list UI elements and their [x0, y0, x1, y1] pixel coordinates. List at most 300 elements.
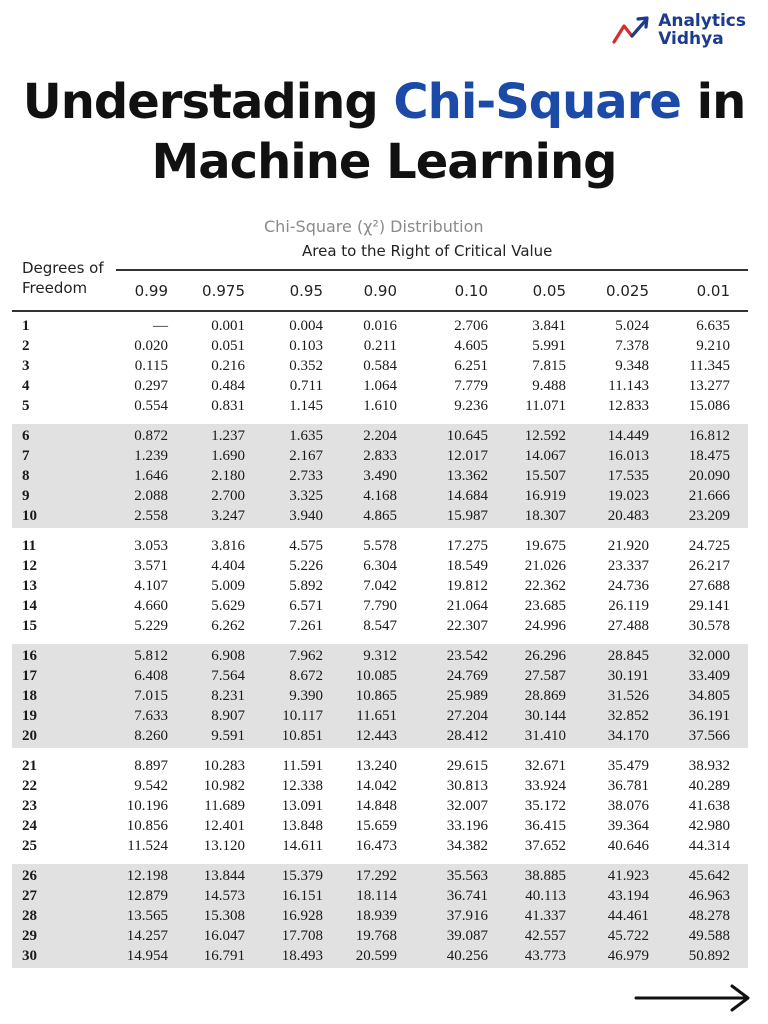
- critical-value-cell: 2.204: [363, 428, 397, 444]
- degrees-of-freedom-cell: 5: [22, 398, 30, 414]
- dof-label-line1: Degrees of: [22, 259, 104, 277]
- critical-value-cell: 35.479: [607, 758, 649, 774]
- critical-value-cell: 16.928: [281, 908, 323, 924]
- critical-value-cell: 29.141: [688, 598, 730, 614]
- critical-value-cell: 32.007: [446, 798, 488, 814]
- arrow-right-icon[interactable]: [634, 980, 754, 1016]
- degrees-of-freedom-cell: 4: [22, 378, 30, 394]
- critical-value-cell: 11.651: [356, 708, 397, 724]
- column-header: 0.10: [454, 282, 488, 300]
- title-line-1: [0, 72, 768, 132]
- critical-value-cell: 7.042: [363, 578, 397, 594]
- critical-value-cell: 13.091: [281, 798, 323, 814]
- critical-value-cell: 14.684: [446, 488, 488, 504]
- critical-value-cell: 27.688: [688, 578, 730, 594]
- critical-value-cell: 10.085: [355, 668, 397, 684]
- degrees-of-freedom-cell: 8: [22, 468, 30, 484]
- critical-value-cell: 2.700: [211, 488, 245, 504]
- critical-value-cell: 17.535: [607, 468, 649, 484]
- degrees-of-freedom-cell: 28: [22, 908, 37, 924]
- critical-value-cell: 7.633: [134, 708, 168, 724]
- degrees-of-freedom-cell: 16: [22, 648, 37, 664]
- critical-value-cell: 9.312: [363, 648, 397, 664]
- table-rule-top: [116, 269, 748, 271]
- critical-value-cell: 0.831: [211, 398, 245, 414]
- critical-value-cell: 30.578: [688, 618, 730, 634]
- table-row: [12, 446, 748, 466]
- critical-value-cell: 0.584: [363, 358, 397, 374]
- critical-value-cell: 34.805: [688, 688, 730, 704]
- analytics-vidhya-logo-icon: [612, 14, 652, 46]
- brand-name: [658, 12, 746, 48]
- column-header: 0.05: [532, 282, 566, 300]
- critical-value-cell: 13.565: [126, 908, 168, 924]
- critical-value-cell: 33.924: [524, 778, 566, 794]
- critical-value-cell: 15.308: [203, 908, 245, 924]
- brand-name-line2: Vidhya: [658, 29, 724, 49]
- table-row: [12, 906, 748, 926]
- critical-value-cell: 5.629: [211, 598, 245, 614]
- critical-value-cell: 14.449: [607, 428, 649, 444]
- table-row: [12, 486, 748, 506]
- critical-value-cell: 6.262: [211, 618, 245, 634]
- critical-value-cell: 9.236: [454, 398, 488, 414]
- table-row: [12, 596, 748, 616]
- critical-value-cell: 8.907: [211, 708, 245, 724]
- critical-value-cell: 48.278: [688, 908, 730, 924]
- table-row: [12, 926, 748, 946]
- critical-value-cell: 40.256: [446, 948, 488, 964]
- critical-value-cell: 42.557: [524, 928, 566, 944]
- critical-value-cell: 0.051: [211, 338, 245, 354]
- critical-value-cell: 3.325: [289, 488, 323, 504]
- critical-value-cell: 2.558: [134, 508, 168, 524]
- critical-value-cell: 33.196: [446, 818, 488, 834]
- critical-value-cell: 17.292: [355, 868, 397, 884]
- critical-value-cell: 15.659: [355, 818, 397, 834]
- critical-value-cell: 25.989: [446, 688, 488, 704]
- table-row: [12, 556, 748, 576]
- critical-value-cell: 3.841: [532, 318, 566, 334]
- critical-value-cell: 36.781: [607, 778, 649, 794]
- critical-value-cell: 9.390: [289, 688, 323, 704]
- critical-value-cell: 4.605: [454, 338, 488, 354]
- critical-value-cell: 6.251: [454, 358, 488, 374]
- degrees-of-freedom-cell: 22: [22, 778, 37, 794]
- critical-value-cell: 46.979: [607, 948, 649, 964]
- critical-value-cell: 11.591: [282, 758, 323, 774]
- table-row: [12, 616, 748, 636]
- critical-value-cell: 18.493: [281, 948, 323, 964]
- table-subcaption: Area to the Right of Critical Value: [302, 242, 553, 260]
- critical-value-cell: 8.547: [363, 618, 397, 634]
- critical-value-cell: 9.591: [211, 728, 245, 744]
- critical-value-cell: 16.013: [607, 448, 649, 464]
- critical-value-cell: 28.845: [607, 648, 649, 664]
- critical-value-cell: 10.196: [126, 798, 168, 814]
- degrees-of-freedom-cell: 10: [22, 508, 37, 524]
- critical-value-cell: 20.483: [607, 508, 649, 524]
- critical-value-cell: 11.071: [525, 398, 566, 414]
- degrees-of-freedom-cell: 12: [22, 558, 37, 574]
- degrees-of-freedom-cell: 15: [22, 618, 37, 634]
- table-caption: Chi-Square (χ²) Distribution: [264, 217, 484, 236]
- critical-value-cell: 22.307: [446, 618, 488, 634]
- table-row: [12, 576, 748, 596]
- critical-value-cell: 8.260: [134, 728, 168, 744]
- critical-value-cell: 3.053: [134, 538, 168, 554]
- critical-value-cell: 1.646: [134, 468, 168, 484]
- critical-value-cell: 14.848: [355, 798, 397, 814]
- critical-value-cell: 14.067: [524, 448, 566, 464]
- critical-value-cell: 0.872: [134, 428, 168, 444]
- critical-value-cell: 30.191: [607, 668, 649, 684]
- table-header-row: [12, 282, 748, 306]
- critical-value-cell: 0.554: [134, 398, 168, 414]
- critical-value-cell: 17.708: [281, 928, 323, 944]
- critical-value-cell: 0.211: [363, 338, 397, 354]
- critical-value-cell: 10.982: [203, 778, 245, 794]
- critical-value-cell: 12.833: [607, 398, 649, 414]
- critical-value-cell: 38.932: [688, 758, 730, 774]
- critical-value-cell: 5.991: [532, 338, 566, 354]
- critical-value-cell: 26.217: [688, 558, 730, 574]
- critical-value-cell: 30.813: [446, 778, 488, 794]
- critical-value-cell: 3.571: [134, 558, 168, 574]
- brand-name-line1: Analytics: [658, 11, 746, 31]
- critical-value-cell: 18.939: [355, 908, 397, 924]
- table-row: [12, 336, 748, 356]
- critical-value-cell: 12.401: [203, 818, 245, 834]
- row-group: [12, 864, 748, 968]
- degrees-of-freedom-cell: 18: [22, 688, 37, 704]
- critical-value-cell: 5.812: [134, 648, 168, 664]
- table-row: [12, 686, 748, 706]
- critical-value-cell: 24.996: [524, 618, 566, 634]
- critical-value-cell: 14.573: [203, 888, 245, 904]
- table-rule-mid: [12, 310, 748, 312]
- critical-value-cell: 1.145: [289, 398, 323, 414]
- critical-value-cell: 23.685: [524, 598, 566, 614]
- critical-value-cell: —: [153, 318, 168, 334]
- critical-value-cell: 4.575: [289, 538, 323, 554]
- critical-value-cell: 7.815: [532, 358, 566, 374]
- critical-value-cell: 40.289: [688, 778, 730, 794]
- critical-value-cell: 41.923: [607, 868, 649, 884]
- degrees-of-freedom-cell: 13: [22, 578, 37, 594]
- critical-value-cell: 45.642: [688, 868, 730, 884]
- critical-value-cell: 9.488: [532, 378, 566, 394]
- critical-value-cell: 1.239: [134, 448, 168, 464]
- column-header: 0.90: [363, 282, 397, 300]
- critical-value-cell: 2.167: [289, 448, 323, 464]
- critical-value-cell: 3.816: [211, 538, 245, 554]
- critical-value-cell: 5.009: [211, 578, 245, 594]
- degrees-of-freedom-cell: 21: [22, 758, 37, 774]
- critical-value-cell: 34.170: [607, 728, 649, 744]
- critical-value-cell: 1.635: [289, 428, 323, 444]
- critical-value-cell: 4.107: [134, 578, 168, 594]
- critical-value-cell: 37.652: [524, 838, 566, 854]
- column-header: 0.975: [202, 282, 245, 300]
- table-row: [12, 356, 748, 376]
- table-row: [12, 726, 748, 746]
- title-post: in: [680, 74, 746, 130]
- critical-value-cell: 2.733: [289, 468, 323, 484]
- critical-value-cell: 4.865: [363, 508, 397, 524]
- critical-value-cell: 18.549: [446, 558, 488, 574]
- column-header: 0.01: [696, 282, 730, 300]
- critical-value-cell: 6.908: [211, 648, 245, 664]
- critical-value-cell: 9.348: [615, 358, 649, 374]
- critical-value-cell: 9.210: [696, 338, 730, 354]
- title-line-2: Machine Learning: [151, 134, 617, 190]
- critical-value-cell: 0.103: [289, 338, 323, 354]
- critical-value-cell: 30.144: [524, 708, 566, 724]
- table-row: [12, 506, 748, 526]
- critical-value-cell: 5.892: [289, 578, 323, 594]
- degrees-of-freedom-cell: 27: [22, 888, 37, 904]
- critical-value-cell: 16.812: [688, 428, 730, 444]
- column-header: 0.95: [289, 282, 323, 300]
- critical-value-cell: 0.216: [211, 358, 245, 374]
- critical-value-cell: 22.362: [524, 578, 566, 594]
- critical-value-cell: 16.151: [281, 888, 323, 904]
- critical-value-cell: 10.865: [355, 688, 397, 704]
- critical-value-cell: 1.690: [211, 448, 245, 464]
- critical-value-cell: 13.362: [446, 468, 488, 484]
- critical-value-cell: 32.852: [607, 708, 649, 724]
- critical-value-cell: 24.725: [688, 538, 730, 554]
- critical-value-cell: 10.117: [282, 708, 323, 724]
- critical-value-cell: 5.024: [615, 318, 649, 334]
- critical-value-cell: 3.247: [211, 508, 245, 524]
- critical-value-cell: 49.588: [688, 928, 730, 944]
- critical-value-cell: 40.646: [607, 838, 649, 854]
- critical-value-cell: 36.191: [688, 708, 730, 724]
- critical-value-cell: 0.016: [363, 318, 397, 334]
- critical-value-cell: 13.848: [281, 818, 323, 834]
- critical-value-cell: 12.879: [126, 888, 168, 904]
- table-row: [12, 426, 748, 446]
- critical-value-cell: 9.542: [134, 778, 168, 794]
- table-row: [12, 536, 748, 556]
- critical-value-cell: 7.962: [289, 648, 323, 664]
- critical-value-cell: 10.283: [203, 758, 245, 774]
- critical-value-cell: 27.587: [524, 668, 566, 684]
- critical-value-cell: 37.916: [446, 908, 488, 924]
- critical-value-cell: 38.076: [607, 798, 649, 814]
- critical-value-cell: 5.229: [134, 618, 168, 634]
- degrees-of-freedom-cell: 2: [22, 338, 30, 354]
- critical-value-cell: 15.379: [281, 868, 323, 884]
- table-row: [12, 396, 748, 416]
- table-row: [12, 836, 748, 856]
- critical-value-cell: 39.087: [446, 928, 488, 944]
- critical-value-cell: 18.114: [356, 888, 397, 904]
- critical-value-cell: 8.672: [289, 668, 323, 684]
- critical-value-cell: 4.168: [363, 488, 397, 504]
- critical-value-cell: 0.004: [289, 318, 323, 334]
- critical-value-cell: 8.231: [211, 688, 245, 704]
- critical-value-cell: 10.856: [126, 818, 168, 834]
- table-row: [12, 376, 748, 396]
- critical-value-cell: 1.237: [211, 428, 245, 444]
- row-group: [12, 754, 748, 858]
- critical-value-cell: 12.198: [126, 868, 168, 884]
- critical-value-cell: 7.015: [134, 688, 168, 704]
- critical-value-cell: 36.741: [446, 888, 488, 904]
- page-title: [0, 72, 768, 192]
- critical-value-cell: 43.194: [607, 888, 649, 904]
- critical-value-cell: 46.963: [688, 888, 730, 904]
- critical-value-cell: 37.566: [688, 728, 730, 744]
- critical-value-cell: 7.378: [615, 338, 649, 354]
- critical-value-cell: 13.240: [355, 758, 397, 774]
- table-row: [12, 666, 748, 686]
- critical-value-cell: 27.488: [607, 618, 649, 634]
- critical-value-cell: 6.635: [696, 318, 730, 334]
- critical-value-cell: 7.779: [454, 378, 488, 394]
- critical-value-cell: 4.404: [211, 558, 245, 574]
- critical-value-cell: 19.768: [355, 928, 397, 944]
- critical-value-cell: 1.064: [363, 378, 397, 394]
- critical-value-cell: 11.524: [127, 838, 168, 854]
- degrees-of-freedom-cell: 14: [22, 598, 37, 614]
- table-row: [12, 946, 748, 966]
- critical-value-cell: 13.844: [203, 868, 245, 884]
- critical-value-cell: 19.675: [524, 538, 566, 554]
- table-row: [12, 646, 748, 666]
- critical-value-cell: 42.980: [688, 818, 730, 834]
- degrees-of-freedom-cell: 7: [22, 448, 30, 464]
- degrees-of-freedom-cell: 26: [22, 868, 37, 884]
- critical-value-cell: 16.791: [203, 948, 245, 964]
- critical-value-cell: 18.475: [688, 448, 730, 464]
- critical-value-cell: 2.180: [211, 468, 245, 484]
- table-row: [12, 796, 748, 816]
- degrees-of-freedom-cell: 25: [22, 838, 37, 854]
- critical-value-cell: 12.338: [281, 778, 323, 794]
- critical-value-cell: 38.885: [524, 868, 566, 884]
- critical-value-cell: 41.337: [524, 908, 566, 924]
- critical-value-cell: 3.490: [363, 468, 397, 484]
- critical-value-cell: 0.001: [211, 318, 245, 334]
- critical-value-cell: 0.115: [134, 358, 168, 374]
- critical-value-cell: 0.484: [211, 378, 245, 394]
- critical-value-cell: 11.345: [689, 358, 730, 374]
- critical-value-cell: 31.410: [524, 728, 566, 744]
- critical-value-cell: 14.257: [126, 928, 168, 944]
- critical-value-cell: 18.307: [524, 508, 566, 524]
- critical-value-cell: 0.711: [289, 378, 323, 394]
- critical-value-cell: 24.736: [607, 578, 649, 594]
- critical-value-cell: 16.473: [355, 838, 397, 854]
- critical-value-cell: 23.337: [607, 558, 649, 574]
- row-group: [12, 424, 748, 528]
- critical-value-cell: 15.987: [446, 508, 488, 524]
- critical-value-cell: 2.706: [454, 318, 488, 334]
- row-group: [12, 534, 748, 638]
- critical-value-cell: 32.000: [688, 648, 730, 664]
- critical-value-cell: 23.542: [446, 648, 488, 664]
- critical-value-cell: 45.722: [607, 928, 649, 944]
- critical-value-cell: 28.869: [524, 688, 566, 704]
- critical-value-cell: 3.940: [289, 508, 323, 524]
- degrees-of-freedom-cell: 11: [22, 538, 37, 554]
- critical-value-cell: 43.773: [524, 948, 566, 964]
- critical-value-cell: 26.119: [608, 598, 649, 614]
- critical-value-cell: 29.615: [446, 758, 488, 774]
- column-header: 0.025: [606, 282, 649, 300]
- degrees-of-freedom-cell: 6: [22, 428, 30, 444]
- title-accent: Chi-Square: [393, 74, 681, 130]
- degrees-of-freedom-cell: 23: [22, 798, 37, 814]
- table-row: [12, 816, 748, 836]
- critical-value-cell: 2.088: [134, 488, 168, 504]
- table-row: [12, 466, 748, 486]
- critical-value-cell: 50.892: [688, 948, 730, 964]
- critical-value-cell: 15.086: [688, 398, 730, 414]
- critical-value-cell: 7.564: [211, 668, 245, 684]
- critical-value-cell: 1.610: [363, 398, 397, 414]
- column-header: 0.99: [134, 282, 168, 300]
- degrees-of-freedom-cell: 17: [22, 668, 37, 684]
- critical-value-cell: 16.047: [203, 928, 245, 944]
- critical-value-cell: 33.409: [688, 668, 730, 684]
- critical-value-cell: 36.415: [524, 818, 566, 834]
- critical-value-cell: 16.919: [524, 488, 566, 504]
- critical-value-cell: 0.020: [134, 338, 168, 354]
- critical-value-cell: 24.769: [446, 668, 488, 684]
- critical-value-cell: 35.563: [446, 868, 488, 884]
- row-group: [12, 644, 748, 748]
- critical-value-cell: 0.297: [134, 378, 168, 394]
- critical-value-cell: 35.172: [524, 798, 566, 814]
- critical-value-cell: 17.275: [446, 538, 488, 554]
- table-row: [12, 776, 748, 796]
- degrees-of-freedom-cell: 9: [22, 488, 30, 504]
- critical-value-cell: 0.352: [289, 358, 323, 374]
- degrees-of-freedom-cell: 24: [22, 818, 37, 834]
- critical-value-cell: 15.507: [524, 468, 566, 484]
- table-row: [12, 316, 748, 336]
- critical-value-cell: 31.526: [607, 688, 649, 704]
- critical-value-cell: 32.671: [524, 758, 566, 774]
- critical-value-cell: 44.314: [688, 838, 730, 854]
- degrees-of-freedom-cell: 20: [22, 728, 37, 744]
- critical-value-cell: 6.304: [363, 558, 397, 574]
- row-group: [12, 314, 748, 418]
- table-row: [12, 866, 748, 886]
- table-row: [12, 706, 748, 726]
- critical-value-cell: 20.090: [688, 468, 730, 484]
- critical-value-cell: 14.042: [355, 778, 397, 794]
- critical-value-cell: 13.120: [203, 838, 245, 854]
- critical-value-cell: 11.689: [204, 798, 245, 814]
- critical-value-cell: 14.954: [126, 948, 168, 964]
- critical-value-cell: 23.209: [688, 508, 730, 524]
- critical-value-cell: 4.660: [134, 598, 168, 614]
- table-row: [12, 886, 748, 906]
- critical-value-cell: 21.920: [607, 538, 649, 554]
- critical-value-cell: 12.443: [355, 728, 397, 744]
- critical-value-cell: 11.143: [608, 378, 649, 394]
- degrees-of-freedom-cell: 30: [22, 948, 37, 964]
- dof-label-line2: Freedom: [22, 279, 88, 297]
- critical-value-cell: 10.851: [281, 728, 323, 744]
- critical-value-cell: 19.023: [607, 488, 649, 504]
